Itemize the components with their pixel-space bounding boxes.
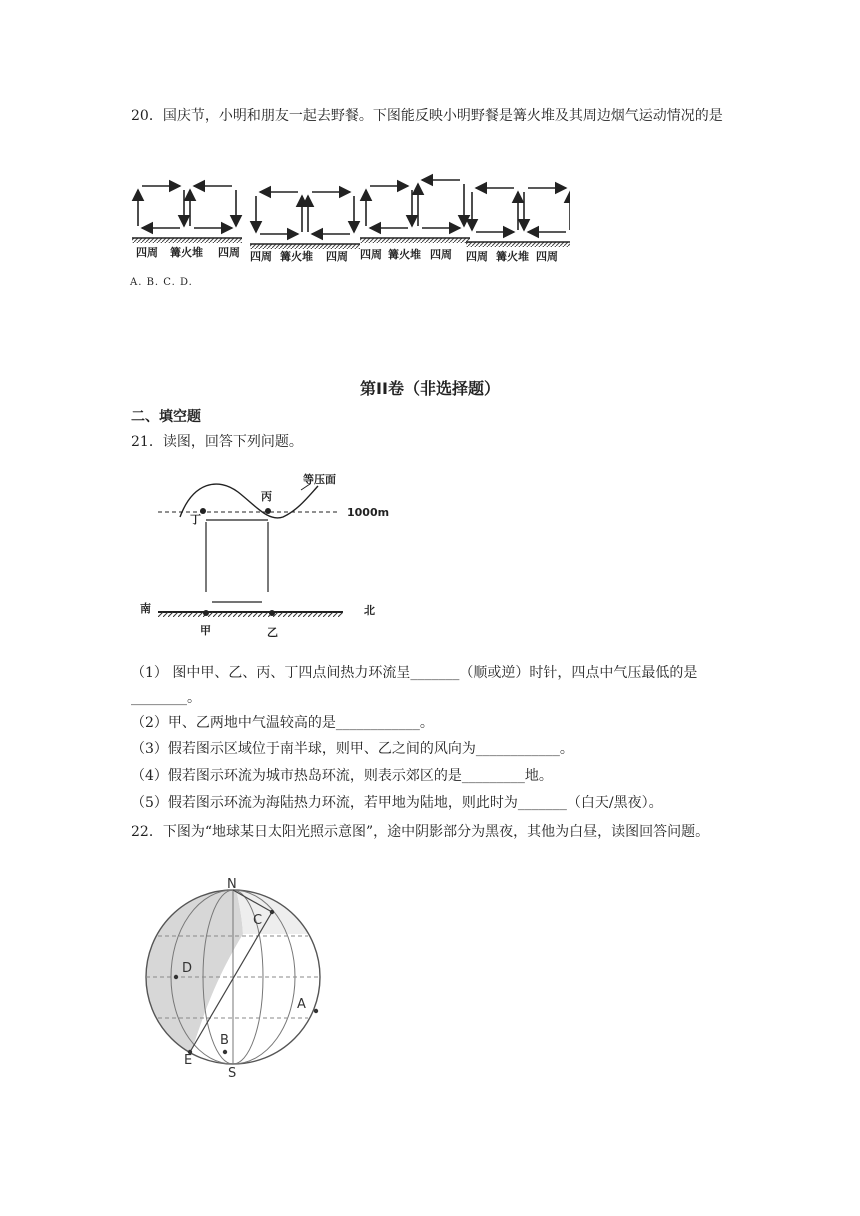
option-b-label-center: 篝火堆 xyxy=(280,250,313,263)
option-d-label-left: 四周 xyxy=(466,250,488,263)
south-label: 南 xyxy=(140,602,151,615)
label-c: C xyxy=(253,913,263,928)
q21-diagram xyxy=(138,462,398,642)
q21-stem: 21．读图，回答下列问题。 xyxy=(131,434,303,450)
option-c-label-right: 四周 xyxy=(430,248,452,261)
option-b-panel xyxy=(250,192,360,249)
option-b-label-left: 四周 xyxy=(250,250,272,263)
option-d-panel xyxy=(466,188,570,247)
q21-sub4: （4）假若图示环流为城市热岛环流，则表示郊区的是_________地。 xyxy=(131,768,553,784)
option-c-label-left: 四周 xyxy=(360,248,382,261)
point-yi xyxy=(269,610,275,616)
q21-sub2: （2）甲、乙两地中气温较高的是____________。 xyxy=(131,715,434,731)
q20-stem: 20．国庆节，小明和朋友一起去野餐。下图能反映小明野餐是篝火堆及其周边烟气运动情况的是 xyxy=(131,108,723,124)
option-c-panel xyxy=(360,180,470,243)
label-e: E xyxy=(184,1053,193,1068)
point-c xyxy=(270,910,274,914)
point-a xyxy=(314,1009,318,1013)
part-title: 二、填空题 xyxy=(131,409,201,425)
jia-label: 甲 xyxy=(200,624,211,637)
option-a-label-left: 四周 xyxy=(136,246,158,259)
q21-sub1: （1） 图中甲、乙、丙、丁四点间热力环流呈_______（顺或逆）时针，四点中气压最低的是________。 xyxy=(131,665,698,706)
option-a-label-center: 篝火堆 xyxy=(170,246,203,259)
label-d: D xyxy=(182,961,193,976)
height-label: 1000m xyxy=(347,506,390,519)
option-d-label-right: 四周 xyxy=(536,250,558,263)
q22-stem: 22．下图为“地球某日太阳光照示意图”，途中阴影部分为黑夜，其他为白昼，读图回答问题。 xyxy=(131,824,710,840)
ding-label: 丁 xyxy=(190,513,201,526)
option-a-panel xyxy=(132,186,242,243)
option-c-label-center: 篝火堆 xyxy=(388,248,421,261)
label-b: B xyxy=(220,1033,229,1048)
point-b xyxy=(223,1050,227,1054)
q21-sub5: （5）假若图示环流为海陆热力环流，若甲地为陆地，则此时为_______（白天/黑夜）。 xyxy=(131,795,663,811)
point-bing xyxy=(265,508,271,514)
q22-diagram xyxy=(140,874,340,1084)
label-s: S xyxy=(228,1066,237,1081)
option-d-label-center: 篝火堆 xyxy=(496,250,529,263)
option-a-label-right: 四周 xyxy=(218,246,240,259)
yi-label: 乙 xyxy=(267,626,278,639)
q21-sub3: （3）假若图示区域位于南半球，则甲、乙之间的风向为____________。 xyxy=(131,741,574,757)
q20-diagram xyxy=(130,170,570,270)
option-b-label-right: 四周 xyxy=(326,250,348,263)
point-jia xyxy=(203,610,209,616)
isobar-label: 等压面 xyxy=(303,473,336,486)
label-n: N xyxy=(227,877,237,892)
label-a: A xyxy=(297,997,306,1012)
point-d xyxy=(174,975,178,979)
q20-options: A. B. C. D. xyxy=(130,277,193,288)
section-title: 第II卷（非选择题） xyxy=(360,379,500,398)
bing-label: 丙 xyxy=(261,490,272,503)
north-label: 北 xyxy=(364,604,375,617)
